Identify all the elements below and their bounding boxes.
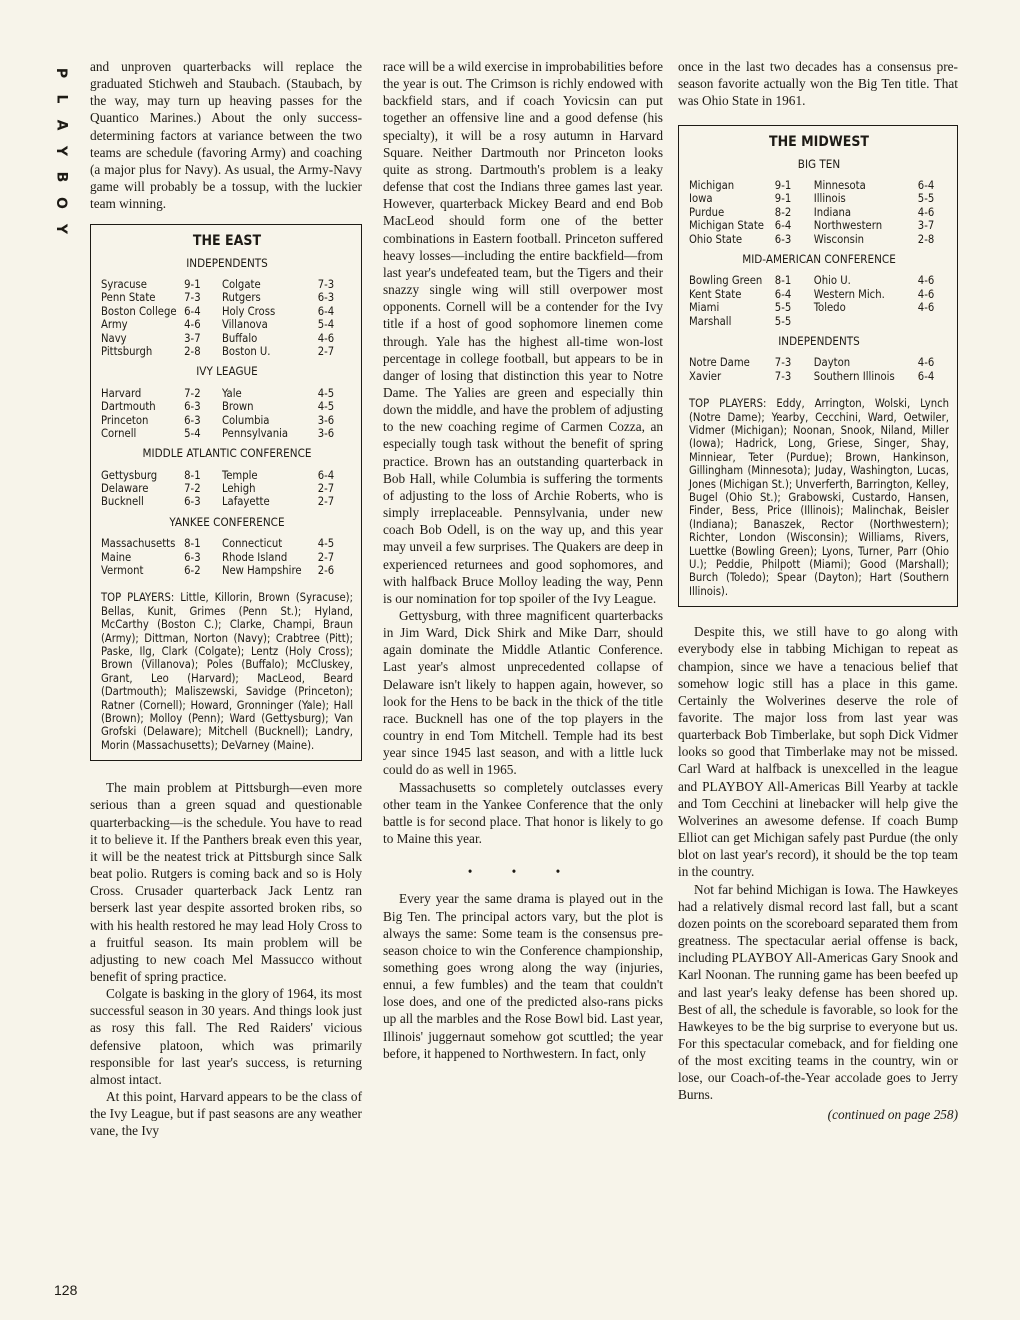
team-record: 6-4 bbox=[184, 304, 201, 318]
paragraph: At this point, Harvard appears to be the class of the Ivy League, but if past seasons are any weather vane, the Ivy bbox=[90, 1089, 362, 1139]
team-name: Boston U. bbox=[221, 345, 271, 359]
table-row bbox=[101, 427, 353, 440]
standings-table bbox=[101, 278, 353, 358]
team-name: Northwestern bbox=[813, 219, 883, 233]
logo-letter: Y bbox=[52, 145, 69, 157]
team-record: 5-5 bbox=[774, 314, 792, 328]
team-record: 6-4 bbox=[774, 219, 792, 233]
team-name: Purdue bbox=[689, 205, 725, 219]
table-row bbox=[101, 345, 353, 358]
team-name: Delaware bbox=[101, 482, 149, 496]
team-name: Rhode Island bbox=[221, 550, 288, 564]
table-row bbox=[101, 278, 353, 291]
team-record: 4-6 bbox=[917, 274, 935, 288]
standings-table bbox=[689, 179, 949, 246]
team-record: 5-4 bbox=[184, 426, 201, 440]
team-record: 9-1 bbox=[774, 192, 792, 206]
section-label: MID-AMERICAN CONFERENCE bbox=[742, 252, 896, 267]
team-record: 9-1 bbox=[774, 179, 792, 193]
team-record: 7-3 bbox=[774, 356, 792, 370]
team-name: Kent State bbox=[689, 287, 742, 301]
team-record: 8-1 bbox=[184, 468, 201, 482]
standings-table bbox=[689, 356, 949, 383]
team-record: 8-2 bbox=[774, 205, 792, 219]
team-name: Maine bbox=[101, 550, 132, 564]
table-row bbox=[689, 206, 949, 219]
team-record: 7-3 bbox=[317, 278, 335, 291]
team-name: Michigan bbox=[689, 179, 735, 193]
team-name: Ohio U. bbox=[813, 274, 851, 288]
team-name: Marshall bbox=[689, 314, 732, 328]
table-row bbox=[689, 219, 949, 232]
team-name: Dartmouth bbox=[101, 400, 156, 414]
table-row bbox=[101, 469, 353, 482]
team-name: Bucknell bbox=[101, 495, 144, 509]
team-name: Toledo bbox=[813, 301, 846, 315]
team-name: Gettysburg bbox=[101, 468, 158, 482]
team-record: 3-6 bbox=[317, 413, 335, 427]
team-record: 4-6 bbox=[917, 205, 935, 219]
team-name: Boston College bbox=[101, 304, 177, 318]
team-record: 2-7 bbox=[317, 550, 335, 564]
team-name: Indiana bbox=[813, 205, 852, 219]
team-name: Xavier bbox=[689, 369, 722, 383]
table-row bbox=[689, 179, 949, 192]
team-record: 4-5 bbox=[317, 400, 335, 414]
team-name: Navy bbox=[101, 331, 127, 345]
paragraph: Despite this, we still have to go along with everybody else in tabbing Michigan to repeat as champion, since we have a tenacious belief that somehow logic still has a place in this game. Certainly the Wolverines deserve the role of favorite. The major loss from last year was quarterback Bob Timberlake, but soph Dick Vidmer looks so good that Timberlake may not be missed. Carl Ward at halfback is unexcelled in the league and PLAYBOY All-Americas Bill Yearby at tackle and Tom Cecchini at linebacker will help give the Wolverines an awesome defense. If coach Bump Elliot can get Michigan safely past Purdue (the only blot on last year's record), it should be the top team in the country. bbox=[678, 624, 958, 880]
logo-letter: L bbox=[52, 94, 69, 104]
paragraph: The main problem at Pittsburgh—even more serious than a green squad and questionable quarterbacking—is the schedule. You have to read it to believe it. If the Panthers break even this year, it will be the neatest trick at Pittsburgh since Salk beat polio. Rutgers is coming back and so is Holy Cross. Crusader quarterback Jack Lentz ran berserk last year despite assorted broken ribs, so with his health restored he may lead Holy Cross to a fruitful season. Its main problem will be adjusting to new coach Mel Massucco without benefit of spring practice. bbox=[90, 780, 362, 984]
team-name: Brown bbox=[221, 400, 254, 414]
team-record: 3-6 bbox=[317, 426, 335, 440]
team-record: 4-6 bbox=[917, 356, 935, 370]
paragraph: Gettysburg, with three magnificent quarterbacks in Jim Ward, Dick Shirk and Mike Darr, should again dominate the Middle Atlantic Conference. Last year's almost unprecedented collapse of Delaware isn't likely to happen again, however, so look for the Hens to be back in the thick of the title race. Bucknell has one of the top players in the country in end Tom Mitchell. Temple had its best year since 1945 last season, and with a little luck could do as well in 1965. bbox=[383, 608, 663, 778]
team-record: 6-3 bbox=[774, 232, 792, 246]
team-name: New Hampshire bbox=[221, 563, 302, 577]
table-row bbox=[101, 564, 353, 577]
team-name: Villanova bbox=[221, 318, 268, 332]
team-record: 8-1 bbox=[774, 274, 792, 288]
team-name: Wisconsin bbox=[813, 232, 865, 246]
table-row bbox=[689, 315, 949, 328]
team-record: 6-4 bbox=[774, 287, 792, 301]
team-name: Dayton bbox=[813, 356, 851, 370]
team-record: 7-3 bbox=[184, 291, 201, 305]
table-row bbox=[101, 387, 353, 400]
logo-letter: Y bbox=[52, 223, 69, 235]
logo-letter: A bbox=[53, 119, 69, 131]
paragraph: race will be a wild exercise in improbabilities before the year is out. The Crimson is richly endowed with backfield stars, and if coach Yovicsin can put together an offensive line and a good defense (his specialty), it will be a rosy autumn in Harvard Square. Neither Dartmouth nor Princeton looks quite as strong. Dartmouth's problem is a leaky defense that cost the Indians three games last year. However, quarterback Mickey Beard and end Bob MacLeod should form one of the better combinations in Eastern football. Princeton suffered heavy losses—including the entire backfield—from last year's undefeated team, but the Tigers and their snazzy single wing will still overpower most opponents. Cornell will be a contender for the Ivy title if a host of good sophomore linemen come through. Yale has the highest all-time won-lost percentage in college football, but appears to be in danger of losing that distinction this year to Notre Dame. The Yalies are green and especially thin down the middle, and have the problem of adjusting to the new coaching regime of Carmen Cozza, an especially tough task without the benefit of spring practice. Brown has an outstanding quarterback in Bob Hall, while Columbia is suffering the torments of adjusting to the loss of Archie Roberts, who is simply irreplaceable. Pennsylvania, under new coach Bob Odell, is on the way up, and this year may unveil a few surprises. The Quakers are deep in experienced returnees and good sophomores, and with halfback Bruce Molloy leading the way, Penn is our nomination for top spoiler of the Ivy League. bbox=[383, 59, 663, 606]
table-row bbox=[101, 537, 353, 550]
team-name: Temple bbox=[221, 468, 258, 482]
team-record: 6-4 bbox=[917, 179, 935, 193]
team-name: Columbia bbox=[221, 413, 270, 427]
table-row bbox=[689, 370, 949, 383]
team-record: 3-7 bbox=[184, 331, 201, 345]
logo-letter: O bbox=[53, 197, 69, 209]
team-name: Penn State bbox=[101, 291, 156, 305]
team-record: 2-8 bbox=[917, 232, 935, 246]
team-record: 4-5 bbox=[317, 386, 335, 400]
logo-letter: P bbox=[52, 67, 69, 79]
standings-table bbox=[101, 469, 353, 509]
section-label: INDEPENDENTS bbox=[778, 334, 860, 349]
team-name bbox=[814, 315, 918, 328]
playboy-vertical-logo bbox=[50, 60, 72, 242]
team-name: Holy Cross bbox=[221, 304, 276, 318]
team-name: Massachusetts bbox=[101, 537, 176, 551]
team-record: 6-4 bbox=[317, 304, 335, 318]
team-record: 6-4 bbox=[917, 369, 935, 383]
team-record: 2-7 bbox=[317, 345, 335, 359]
team-name: Princeton bbox=[101, 413, 149, 427]
team-name: Connecticut bbox=[221, 537, 283, 551]
paragraph: Every year the same drama is played out in the Big Ten. The principal actors vary, but the plot is always the same: Some team is the consensus pre-season choice to win the Conference championship, something goes wrong along the way (injuries, ennui, a few fumbles) and the team that couldn't lose does, and one of the predicted also-rans picks up all the marbles and the Rose Bowl bid. Last year, Illinois' juggernaut somehow got scuttled; the year before, it happened to Northwestern. In fact, only bbox=[383, 891, 663, 1061]
team-record: 5-5 bbox=[774, 301, 792, 315]
top-players: TOP PLAYERS: Eddy, Arrington, Wolski, Lynch (Notre Dame); Yearby, Cecchini, Ward, Oetwiler, Vidmer (Michigan); Noonan, Snook, Niland, Miller (Iowa); Hadrick, Long, Griese, Singer, Shay, Minniear, Teter (Purdue); Brown, Hankinson, Gillingham (Minnesota); Juday, Washington, Lucas, Jones (Michigan St.); Unverferth, Barrington, Kelley, Bugel (Ohio St.); Grabowski, Custardo, Hansen, Finder, Bess, Price (Illinois); Malinchak, Beisler (Indiana); Banaszek, Rector (Northwestern); Richter, London (Wisconsin); Williams, Rivers, Luettke (Bowling Green); Lyons, Turner, Parr (Ohio U.); Peddie, Philpott (Miami); Good (Marshall); Burch (Toledo); Spear (Dayton); Hart (Southern Illinois). bbox=[689, 397, 949, 598]
team-name: Southern Illinois bbox=[813, 369, 895, 383]
team-record: 2-6 bbox=[317, 563, 335, 577]
team-record: 4-5 bbox=[317, 537, 335, 551]
table-row bbox=[101, 400, 353, 413]
table-row bbox=[101, 551, 353, 564]
team-record: 6-3 bbox=[184, 550, 201, 564]
team-record: 6-3 bbox=[184, 495, 201, 509]
team-record bbox=[918, 315, 949, 328]
team-record: 8-1 bbox=[184, 537, 201, 551]
team-name: Colgate bbox=[221, 278, 261, 291]
paragraph: Massachusetts so completely outclasses every other team in the Yankee Conference that the only battle is for second place. That honor is likely to go to Maine this year. bbox=[383, 779, 663, 847]
table-row bbox=[101, 482, 353, 495]
team-name: Michigan State bbox=[689, 219, 764, 233]
team-name: Notre Dame bbox=[689, 356, 750, 370]
paragraph: and unproven quarterbacks will replace the graduated Stichweh and Staubach. (Staubach, by the way, may turn up heaving passes for the Quantico Marines.) About the only success-determining factors at variance between the two teams are schedule (favoring Army) and coaching (a major plus for Navy). As usual, the Army-Navy game will probably be a tossup, with the luckier team winning. bbox=[90, 59, 362, 212]
box-title: THE MIDWEST bbox=[769, 134, 869, 151]
section-label: YANKEE CONFERENCE bbox=[169, 514, 285, 529]
standings-table bbox=[101, 387, 353, 441]
team-name: Yale bbox=[221, 386, 242, 400]
column-3 bbox=[678, 58, 958, 1123]
team-record: 7-2 bbox=[184, 482, 201, 496]
table-row bbox=[101, 305, 353, 318]
team-record: 5-4 bbox=[317, 318, 335, 332]
standings-table bbox=[689, 274, 949, 328]
section-label: MIDDLE ATLANTIC CONFERENCE bbox=[142, 446, 312, 461]
team-record: 7-2 bbox=[184, 386, 201, 400]
team-record: 4-6 bbox=[917, 287, 935, 301]
section-label: IVY LEAGUE bbox=[196, 364, 258, 379]
team-name: Minnesota bbox=[813, 179, 866, 193]
team-record: 5-5 bbox=[917, 192, 935, 206]
page-number: 128 bbox=[54, 1282, 78, 1298]
column-1 bbox=[90, 58, 362, 1140]
team-record: 3-7 bbox=[917, 219, 935, 233]
top-players: TOP PLAYERS: Little, Killorin, Brown (Syracuse); Bellas, Kunit, Grimes (Penn St.); Hyland, McCarthy (Boston C.); Clarke, Champi, Braun (Army); Dittman, Norton (Navy); Crabtree (Pitt); Paske, Ilg, Clark (Colgate); Lentz (Holy Cross); Brown (Villanova); Poles (Buffalo); McCluskey, Grant, Leo (Harvard); MacLeod, Beard (Dartmouth); Maliszewski, Savidge (Princeton); Ratner (Cornell); Howard, Gronninger (Yale); Hall (Brown); Molloy (Penn); Ward (Gettysburg); Van Grofski (Delaware); Mitchell (Bucknell); Landry, Morin (Massachusetts); DeVarney (Maine). bbox=[101, 591, 353, 752]
team-name: Lehigh bbox=[221, 482, 256, 496]
table-row bbox=[689, 288, 949, 301]
team-name: Pittsburgh bbox=[101, 345, 153, 359]
team-name: Army bbox=[101, 318, 128, 332]
team-name: Harvard bbox=[101, 386, 142, 400]
team-record: 4-6 bbox=[317, 331, 335, 345]
team-record: 2-7 bbox=[317, 495, 335, 509]
section-label: INDEPENDENTS bbox=[186, 255, 268, 270]
team-record: 9-1 bbox=[184, 278, 201, 291]
table-row bbox=[101, 318, 353, 331]
table-row bbox=[689, 274, 949, 287]
east-standings-box bbox=[90, 224, 362, 761]
section-divider: • • • bbox=[467, 864, 579, 880]
team-record: 6-3 bbox=[184, 413, 201, 427]
paragraph: once in the last two decades has a consensus pre-season favorite actually won the Big Ten title. That was Ohio State in 1961. bbox=[678, 59, 958, 109]
paragraph: Not far behind Michigan is Iowa. The Hawkeyes had a relatively dismal record last fall, but a scant dozen points on the scoreboard separated them from greatness. The spectacular aerial offense is back, including PLAYBOY All-Americas Gary Snook and Karl Noonan. The running game has been beefed up and last year's leaky defense has been shored up. Best of all, the schedule is favorable, so look for the Hawkeyes to be the big surprise to everyone but us. For this spectacular comeback, and for fielding one of the most exciting teams in the country, win or lose, our Coach-of-the-Year accolade goes to Jerry Burns. bbox=[678, 881, 958, 1103]
team-name: Cornell bbox=[101, 426, 137, 440]
section-label: BIG TEN bbox=[797, 156, 841, 171]
team-record: 4-6 bbox=[184, 318, 201, 332]
standings-table bbox=[101, 537, 353, 577]
table-row bbox=[101, 414, 353, 427]
team-name: Buffalo bbox=[221, 331, 258, 345]
column-2 bbox=[383, 58, 663, 1062]
team-record: 6-2 bbox=[184, 563, 201, 577]
continued-note: (continued on page 258) bbox=[827, 1106, 958, 1122]
team-name: Rutgers bbox=[221, 291, 261, 305]
table-row bbox=[101, 332, 353, 345]
team-record: 6-4 bbox=[317, 468, 335, 482]
table-row bbox=[689, 301, 949, 314]
team-name: Western Mich. bbox=[813, 287, 885, 301]
team-name: Bowling Green bbox=[689, 274, 763, 288]
team-name: Illinois bbox=[813, 192, 846, 206]
team-record: 6-3 bbox=[184, 400, 201, 414]
table-row bbox=[689, 192, 949, 205]
team-name: Pennsylvania bbox=[221, 426, 289, 440]
team-name: Miami bbox=[689, 301, 720, 315]
midwest-standings-box bbox=[678, 125, 958, 607]
team-record: 4-6 bbox=[917, 301, 935, 315]
box-title: THE EAST bbox=[192, 233, 262, 250]
logo-letter: B bbox=[52, 171, 69, 183]
team-record: 6-3 bbox=[317, 291, 335, 305]
team-record: 7-3 bbox=[774, 369, 792, 383]
team-record: 2-8 bbox=[184, 345, 201, 359]
table-row bbox=[689, 233, 949, 246]
team-name: Vermont bbox=[101, 563, 144, 577]
team-name: Lafayette bbox=[221, 495, 270, 509]
team-name: Syracuse bbox=[101, 278, 148, 291]
table-row bbox=[689, 356, 949, 369]
paragraph: Colgate is basking in the glory of 1964, its most successful season in 30 years. And things look just as rosy this fall. The Red Raiders' vicious defensive platoon, which was primarily responsible for last year's success, is returning almost intact. bbox=[90, 986, 362, 1087]
team-name: Ohio State bbox=[689, 232, 743, 246]
team-record: 2-7 bbox=[317, 482, 335, 496]
table-row bbox=[101, 291, 353, 304]
team-name: Iowa bbox=[689, 192, 713, 206]
table-row bbox=[101, 495, 353, 508]
